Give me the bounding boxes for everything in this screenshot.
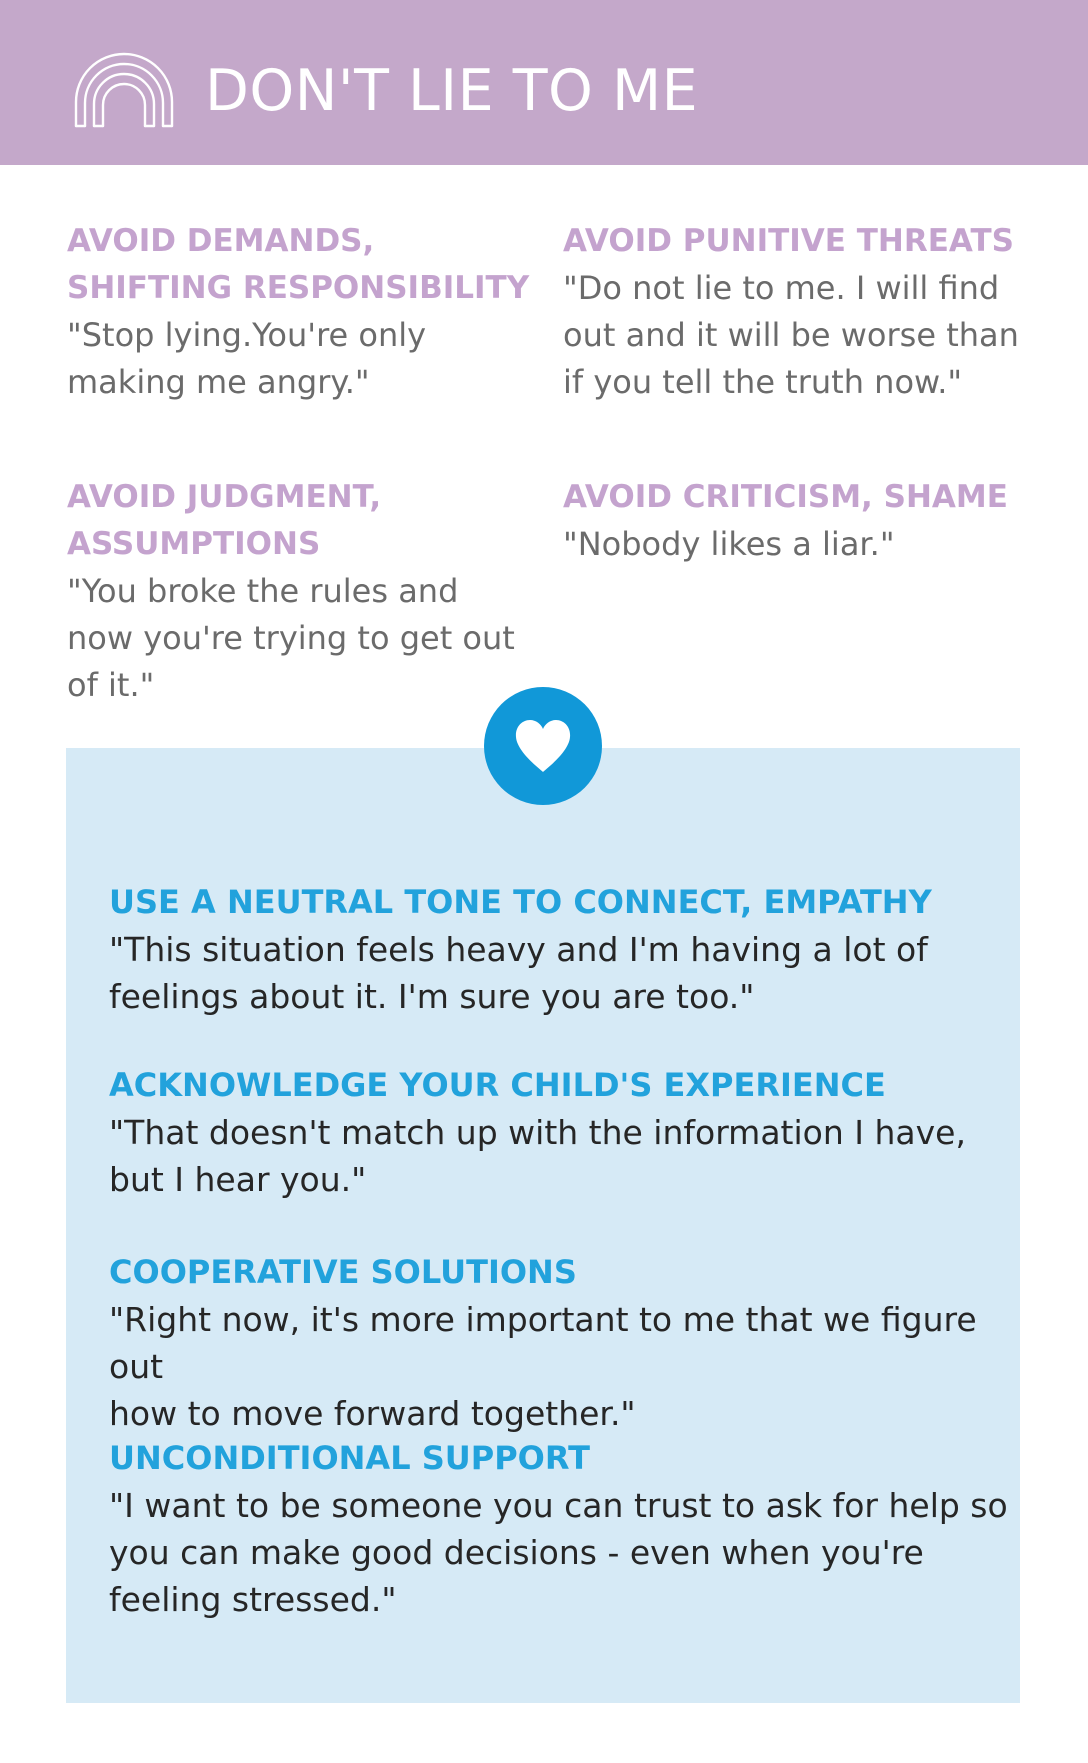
recommendation-item — [109, 1248, 1009, 1437]
recommendation-heading: ACKNOWLEDGE YOUR CHILD'S EXPERIENCE — [109, 1066, 886, 1104]
avoid-item — [67, 218, 537, 406]
avoid-heading: AVOID PUNITIVE THREATS — [563, 223, 1014, 259]
recommendation-item — [109, 1061, 1009, 1203]
recommendation-quote: "This situation feels heavy and I'm having a lot of feelings about it. I'm sure you are too." — [109, 930, 928, 1016]
avoid-item — [67, 474, 537, 709]
recommendation-item — [109, 878, 1009, 1020]
page-title: DON'T LIE TO ME — [205, 58, 699, 124]
avoid-quote: "Stop lying.You're only making me angry." — [67, 316, 427, 401]
recommendation-heading: UNCONDITIONAL SUPPORT — [109, 1439, 590, 1477]
avoid-heading: AVOID CRITICISM, SHAME — [563, 479, 1008, 515]
avoid-item — [563, 218, 1033, 406]
recommendation-heading: USE A NEUTRAL TONE TO CONNECT, EMPATHY — [109, 883, 932, 921]
avoid-item — [563, 474, 1033, 568]
recommendation-quote: "I want to be someone you can trust to ask for help so you can make good decisions - even when you're feeling stressed." — [109, 1486, 1008, 1619]
recommendation-item — [109, 1434, 1009, 1623]
avoid-quote: "You broke the rules and now you're trying to get out of it." — [67, 572, 515, 704]
rainbow-icon — [70, 50, 178, 130]
avoid-quote: "Do not lie to me. I will find out and it will be worse than if you tell the truth now." — [563, 269, 1019, 401]
header-banner — [0, 0, 1088, 165]
avoid-quote: "Nobody likes a liar." — [563, 525, 895, 563]
heart-badge — [484, 687, 602, 805]
recommendation-quote: "Right now, it's more important to me that we figure out how to move forward together." — [109, 1300, 977, 1433]
avoid-heading: AVOID DEMANDS, SHIFTING RESPONSIBILITY — [67, 223, 530, 306]
avoid-heading: AVOID JUDGMENT, ASSUMPTIONS — [67, 479, 382, 562]
heart-icon — [513, 718, 573, 774]
recommendation-quote: "That doesn't match up with the information I have, but I hear you." — [109, 1113, 966, 1199]
recommendation-heading: COOPERATIVE SOLUTIONS — [109, 1253, 577, 1291]
